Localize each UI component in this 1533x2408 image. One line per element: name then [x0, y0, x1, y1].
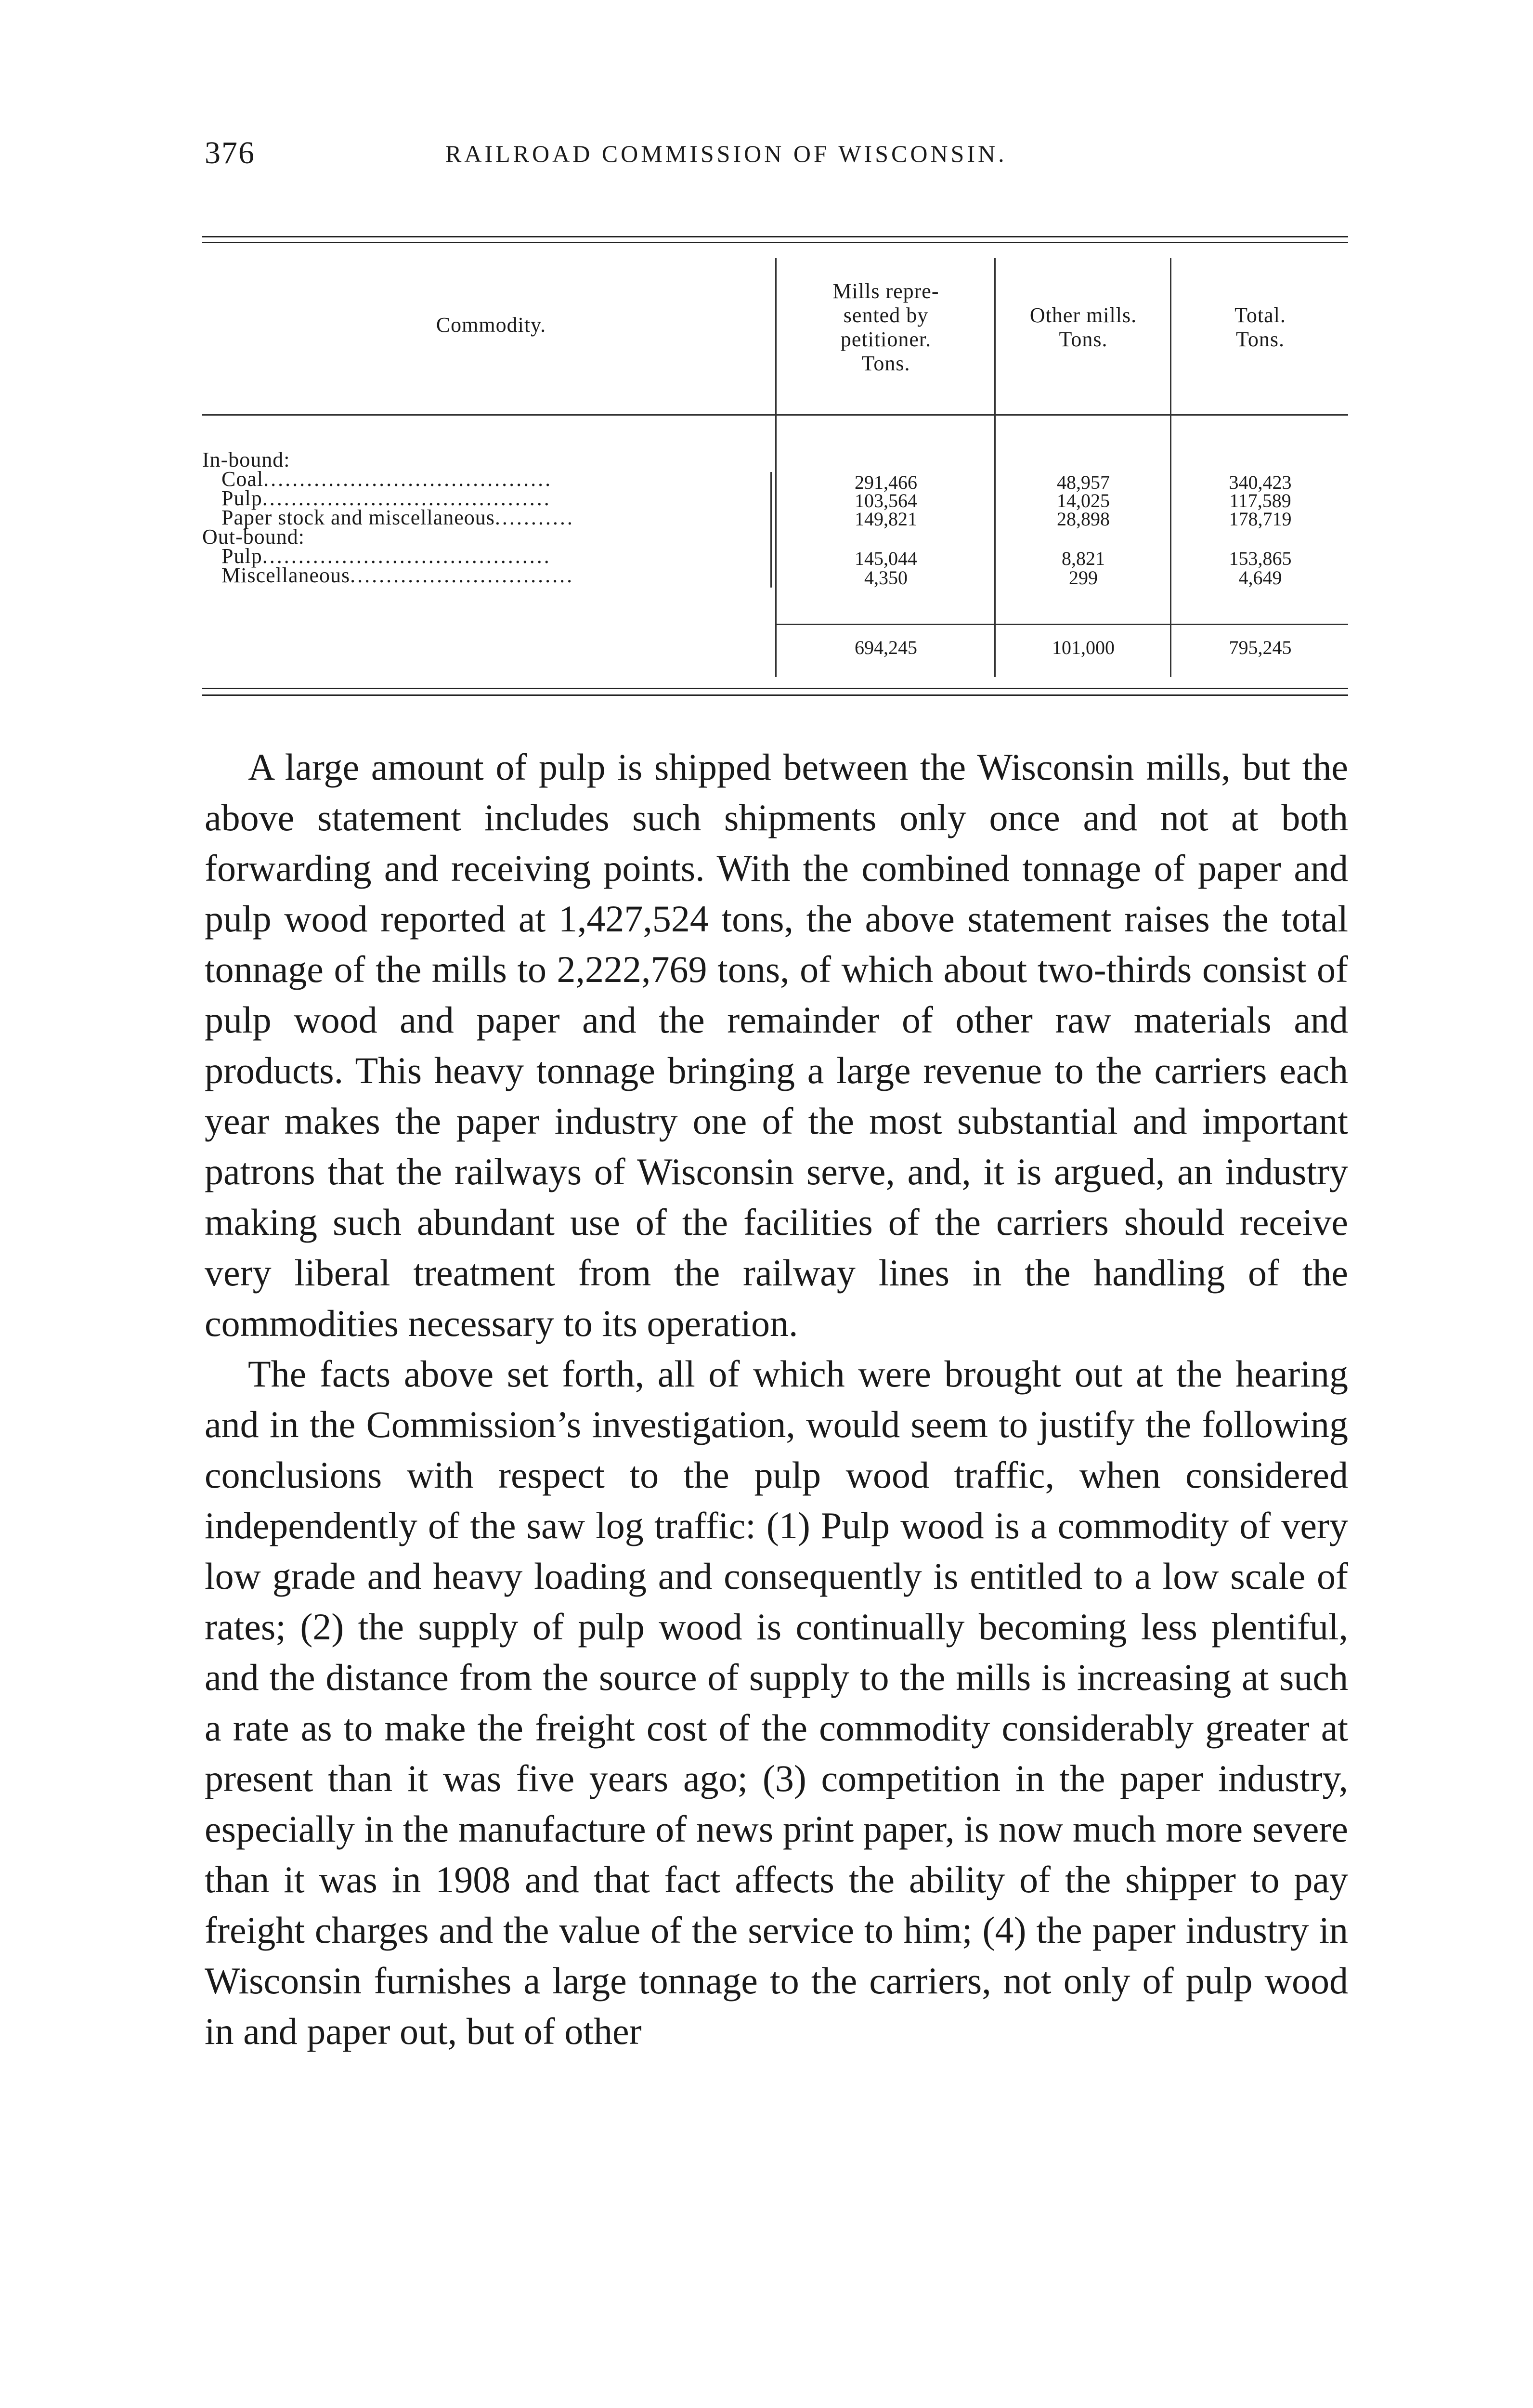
row-label-coal: Coal........................................ — [221, 467, 553, 491]
row-label-pulp-inbound: Pulp........................................ — [221, 486, 551, 510]
cell-pulp-in-mills: 103,564 — [855, 490, 917, 511]
cell-total-mills: 694,245 — [855, 637, 917, 658]
column-divider — [994, 258, 996, 677]
page-number: 376 — [205, 135, 255, 170]
cell-pulp-out-other: 8,821 — [1062, 548, 1105, 569]
cell-paper-stock-mills: 149,821 — [855, 508, 917, 530]
column-divider — [775, 258, 777, 677]
row-label-miscellaneous: Miscellaneous............................... — [221, 563, 574, 587]
column-header-total: Total. Tons. — [1234, 303, 1286, 351]
row-label-pulp-outbound: Pulp........................................ — [221, 544, 551, 568]
paragraph: The facts above set forth, all of which were brought out at the hearing and in the Commission’s investigation, would seem to justify the following conclusions with respect to the pulp wood traffic, when considered independently of the saw log traffic: (1) Pulp wood is a commodity of very low grade and heavy loading and consequently is entitled to a low scale of rates; (2) the supply of pulp wood is continually becoming less plentiful, and the distance from the source of supply to the mills is increasing at such a rate as to make the freight cost of the commodity considerably greater at present than it was five years ago; (3) competition in the paper industry, especially in the manufacture of news print paper, is now much more severe than it was in 1908 and that fact affects the ability of the shipper to pay freight charges and the value of the service to him; (4) the paper industry in Wisconsin furnishes a large tonnage to the carriers, not only of pulp wood in and paper out, but of other — [205, 1353, 1348, 2052]
cell-coal-total: 340,423 — [1229, 471, 1292, 493]
table-top-rule — [202, 236, 1348, 237]
cell-misc-total: 4,649 — [1238, 567, 1282, 589]
cell-total-total: 795,245 — [1229, 637, 1292, 658]
cell-pulp-in-total: 117,589 — [1229, 490, 1291, 511]
paragraph: A large amount of pulp is shipped between the Wisconsin mills, but the above statement includes such shipments only once and not at both forwarding and receiving points. With the combined tonnage of paper and pulp wood reported at 1,427,524 tons, the above statement raises the total tonnage of the mills to 2,222,769 tons, of which about two-thirds consist of pulp wood and paper and the remainder of other raw materials and products. This heavy tonnage bringing a large revenue to the carriers each year makes the paper industry one of the most substantial and important patrons that the railways of Wisconsin serve, and, it is argued, an industry making such abundant use of the facilities of the carriers should receive very liberal treatment from the railway lines in the handling of the commodities necessary to its operation. — [205, 746, 1348, 1344]
column-header-mills-represented: Mills repre- sented by petitioner. Tons. — [832, 279, 939, 375]
cell-misc-other: 299 — [1069, 567, 1098, 589]
cell-paper-stock-total: 178,719 — [1229, 508, 1292, 530]
tonnage-table — [202, 236, 1348, 718]
column-divider — [1170, 258, 1171, 677]
column-header-other-mills: Other mills. Tons. — [1029, 303, 1137, 351]
page-header — [205, 135, 1351, 178]
cell-pulp-out-mills: 145,044 — [855, 548, 917, 569]
table-bottom-rule — [202, 688, 1348, 689]
cell-pulp-in-other: 14,025 — [1057, 490, 1110, 511]
cell-coal-other: 48,957 — [1057, 471, 1110, 493]
label-bracket — [770, 472, 772, 588]
totals-rule — [775, 624, 1348, 625]
header-rule — [202, 414, 1348, 416]
body-text — [205, 742, 1348, 2056]
table-top-rule-inner — [202, 242, 1348, 243]
cell-paper-stock-other: 28,898 — [1057, 508, 1110, 530]
cell-pulp-out-total: 153,865 — [1229, 548, 1292, 569]
group-label-outbound: Out-bound: — [202, 525, 305, 549]
table-bottom-rule-inner — [202, 694, 1348, 696]
cell-total-other: 101,000 — [1052, 637, 1115, 658]
row-label-paper-stock: Paper stock and miscellaneous........... — [221, 506, 574, 529]
column-header-commodity: Commodity. — [436, 313, 546, 337]
cell-misc-mills: 4,350 — [864, 567, 908, 589]
cell-coal-mills: 291,466 — [855, 471, 917, 493]
group-label-inbound: In-bound: — [202, 448, 290, 471]
running-head: RAILROAD COMMISSION OF WISCONSIN. — [445, 140, 1007, 167]
